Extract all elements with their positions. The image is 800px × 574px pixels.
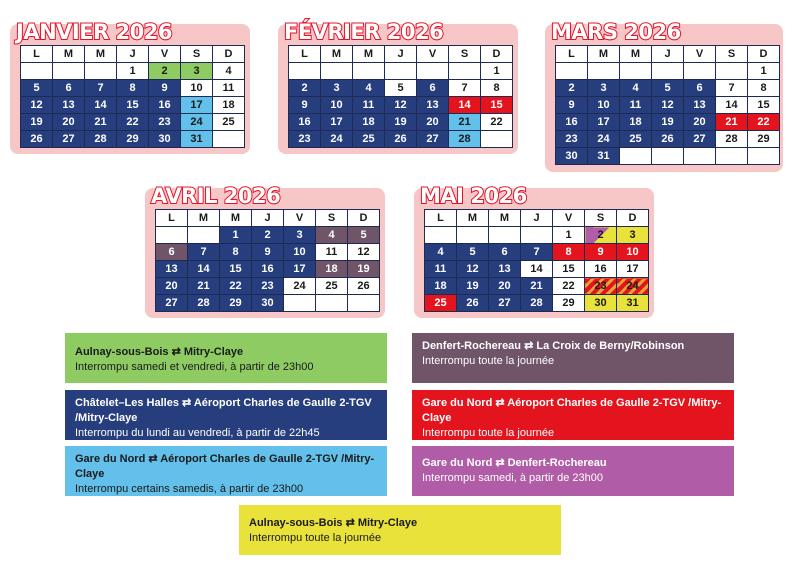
weekday-header: S [716, 46, 748, 63]
day-cell: 17 [284, 261, 316, 278]
legend-dark-blue [65, 390, 387, 440]
calendar-title: FÉVRIER 2026 [284, 20, 444, 44]
day-cell: 23 [585, 278, 617, 295]
weekday-header: J [521, 210, 553, 227]
day-cell: 21 [449, 114, 481, 131]
day-cell: 21 [716, 114, 748, 131]
day-cell: 3 [181, 63, 213, 80]
legend-green [65, 333, 387, 383]
empty-day-cell [489, 227, 521, 244]
day-cell: 28 [716, 131, 748, 148]
calendar-title: AVRIL 2026 [151, 184, 281, 208]
day-cell: 3 [284, 227, 316, 244]
day-cell: 18 [353, 114, 385, 131]
weekday-header: V [684, 46, 716, 63]
empty-day-cell [620, 63, 652, 80]
legend-title: Gare du Nord ⇄ Denfert-Rochereau [422, 457, 607, 469]
day-cell: 13 [489, 261, 521, 278]
weekday-header: J [117, 46, 149, 63]
weekday-header: L [289, 46, 321, 63]
day-cell: 9 [149, 80, 181, 97]
day-cell: 4 [620, 80, 652, 97]
day-cell: 12 [457, 261, 489, 278]
day-cell: 9 [289, 97, 321, 114]
day-cell: 11 [316, 244, 348, 261]
legend-desc: Interrompu samedi et vendredi, à partir de 23h00 [75, 361, 314, 373]
day-cell: 26 [457, 295, 489, 312]
day-cell: 12 [652, 97, 684, 114]
empty-day-cell [457, 227, 489, 244]
day-cell: 18 [213, 97, 245, 114]
day-cell: 16 [149, 97, 181, 114]
weekday-header: M [85, 46, 117, 63]
weekday-header: L [425, 210, 457, 227]
calendar-february [278, 20, 518, 154]
weekday-header: S [181, 46, 213, 63]
day-cell: 11 [213, 80, 245, 97]
day-cell: 16 [556, 114, 588, 131]
day-cell: 30 [149, 131, 181, 148]
day-cell: 9 [252, 244, 284, 261]
day-cell: 28 [85, 131, 117, 148]
day-cell: 15 [117, 97, 149, 114]
empty-day-cell [684, 63, 716, 80]
day-cell: 22 [117, 114, 149, 131]
empty-day-cell [652, 148, 684, 165]
day-cell: 17 [617, 261, 649, 278]
day-cell: 6 [684, 80, 716, 97]
weekday-header: S [316, 210, 348, 227]
calendar-grid [424, 209, 649, 312]
calendar-april [145, 184, 385, 318]
day-cell: 20 [684, 114, 716, 131]
weekday-header: M [53, 46, 85, 63]
day-cell: 30 [556, 148, 588, 165]
day-cell: 25 [353, 131, 385, 148]
day-cell: 15 [220, 261, 252, 278]
weekday-header: L [556, 46, 588, 63]
legend-mauve [412, 333, 734, 383]
day-cell: 22 [220, 278, 252, 295]
day-cell: 12 [385, 97, 417, 114]
day-cell: 25 [316, 278, 348, 295]
legend-desc: Interrompu du lundi au vendredi, à partir de 22h45 [75, 427, 320, 439]
legend-desc: Interrompu certains samedis, à partir de 23h00 [75, 483, 304, 495]
day-cell: 24 [284, 278, 316, 295]
empty-day-cell [588, 63, 620, 80]
day-cell: 24 [588, 131, 620, 148]
day-cell: 10 [181, 80, 213, 97]
legend-title: Gare du Nord ⇄ Aéroport Charles de Gaulle 2-TGV /Mitry-Claye [75, 453, 375, 480]
day-cell: 3 [321, 80, 353, 97]
day-cell: 27 [489, 295, 521, 312]
calendar-january [10, 20, 250, 154]
day-cell: 23 [149, 114, 181, 131]
calendar-march [545, 20, 783, 172]
legend-title: Gare du Nord ⇄ Aéroport Charles de Gaulle 2-TGV /Mitry-Claye [422, 397, 722, 424]
weekday-header: D [748, 46, 780, 63]
legend-desc: Interrompu toute la journée [422, 355, 555, 367]
day-cell: 26 [348, 278, 380, 295]
day-cell: 13 [684, 97, 716, 114]
weekday-header: D [617, 210, 649, 227]
day-cell: 8 [481, 80, 513, 97]
day-cell: 24 [181, 114, 213, 131]
day-cell: 27 [684, 131, 716, 148]
day-cell: 17 [181, 97, 213, 114]
day-cell: 14 [449, 97, 481, 114]
day-cell: 7 [449, 80, 481, 97]
calendar-grid [555, 45, 780, 165]
day-cell: 5 [21, 80, 53, 97]
day-cell: 14 [521, 261, 553, 278]
weekday-header: J [652, 46, 684, 63]
day-cell: 19 [385, 114, 417, 131]
day-cell: 19 [457, 278, 489, 295]
legend-purple [412, 446, 734, 496]
empty-day-cell [188, 227, 220, 244]
day-cell: 7 [521, 244, 553, 261]
day-cell: 1 [117, 63, 149, 80]
weekday-header: M [188, 210, 220, 227]
empty-day-cell [684, 148, 716, 165]
day-cell: 29 [117, 131, 149, 148]
calendar-grid [20, 45, 245, 148]
legend-red [412, 390, 734, 440]
legend-title: Denfert-Rochereau ⇄ La Croix de Berny/Robinson [422, 340, 685, 352]
day-cell: 12 [348, 244, 380, 261]
day-cell: 2 [149, 63, 181, 80]
legend-title: Aulnay-sous-Bois ⇄ Mitry-Claye [75, 346, 244, 358]
legend-desc: Interrompu toute la journée [249, 532, 382, 544]
empty-day-cell [321, 63, 353, 80]
day-cell: 7 [716, 80, 748, 97]
day-cell: 7 [188, 244, 220, 261]
weekday-header: M [353, 46, 385, 63]
weekday-header: S [449, 46, 481, 63]
weekday-header: M [220, 210, 252, 227]
weekday-header: M [321, 46, 353, 63]
empty-day-cell [748, 148, 780, 165]
day-cell: 6 [489, 244, 521, 261]
day-cell: 5 [385, 80, 417, 97]
empty-day-cell [289, 63, 321, 80]
day-cell: 27 [156, 295, 188, 312]
day-cell: 28 [449, 131, 481, 148]
weekday-header: V [149, 46, 181, 63]
empty-day-cell [716, 63, 748, 80]
day-cell: 9 [585, 244, 617, 261]
empty-day-cell [156, 227, 188, 244]
day-cell: 27 [53, 131, 85, 148]
day-cell: 2 [585, 227, 617, 244]
empty-day-cell [53, 63, 85, 80]
day-cell: 26 [652, 131, 684, 148]
day-cell: 4 [316, 227, 348, 244]
weekday-header: V [553, 210, 585, 227]
day-cell: 3 [617, 227, 649, 244]
day-cell: 19 [348, 261, 380, 278]
legend-light-blue [65, 446, 387, 496]
day-cell: 10 [284, 244, 316, 261]
weekday-header: M [457, 210, 489, 227]
day-cell: 13 [53, 97, 85, 114]
legend-desc: Interrompu toute la journée [422, 427, 555, 439]
calendar-title: JANVIER 2026 [16, 20, 172, 44]
day-cell: 27 [417, 131, 449, 148]
weekday-header: J [252, 210, 284, 227]
empty-day-cell [21, 63, 53, 80]
day-cell: 12 [21, 97, 53, 114]
day-cell: 16 [289, 114, 321, 131]
day-cell: 1 [481, 63, 513, 80]
day-cell: 19 [652, 114, 684, 131]
empty-day-cell [348, 295, 380, 312]
day-cell: 5 [457, 244, 489, 261]
empty-day-cell [425, 227, 457, 244]
empty-day-cell [652, 63, 684, 80]
day-cell: 28 [521, 295, 553, 312]
day-cell: 11 [353, 97, 385, 114]
day-cell: 31 [588, 148, 620, 165]
weekday-header: S [585, 210, 617, 227]
day-cell: 8 [748, 80, 780, 97]
day-cell: 11 [620, 97, 652, 114]
legend-yellow [239, 505, 561, 555]
day-cell: 20 [156, 278, 188, 295]
day-cell: 26 [385, 131, 417, 148]
day-cell: 29 [220, 295, 252, 312]
empty-day-cell [449, 63, 481, 80]
day-cell: 14 [188, 261, 220, 278]
day-cell: 21 [85, 114, 117, 131]
day-cell: 29 [748, 131, 780, 148]
day-cell: 1 [553, 227, 585, 244]
day-cell: 10 [617, 244, 649, 261]
day-cell: 24 [617, 278, 649, 295]
empty-day-cell [481, 131, 513, 148]
calendar-grid [155, 209, 380, 312]
day-cell: 14 [716, 97, 748, 114]
weekday-header: M [620, 46, 652, 63]
legend-title: Aulnay-sous-Bois ⇄ Mitry-Claye [249, 517, 418, 529]
day-cell: 30 [252, 295, 284, 312]
day-cell: 26 [21, 131, 53, 148]
day-cell: 16 [585, 261, 617, 278]
day-cell: 4 [353, 80, 385, 97]
legend-desc: Interrompu samedi, à partir de 23h00 [422, 472, 603, 484]
day-cell: 31 [617, 295, 649, 312]
day-cell: 13 [156, 261, 188, 278]
calendar-title: MAI 2026 [420, 184, 527, 208]
empty-day-cell [385, 63, 417, 80]
day-cell: 2 [289, 80, 321, 97]
empty-day-cell [417, 63, 449, 80]
day-cell: 1 [748, 63, 780, 80]
empty-day-cell [284, 295, 316, 312]
day-cell: 8 [220, 244, 252, 261]
day-cell: 28 [188, 295, 220, 312]
calendar-may [414, 184, 654, 318]
day-cell: 2 [252, 227, 284, 244]
day-cell: 29 [553, 295, 585, 312]
day-cell: 4 [425, 244, 457, 261]
day-cell: 31 [181, 131, 213, 148]
empty-day-cell [716, 148, 748, 165]
day-cell: 22 [748, 114, 780, 131]
day-cell: 17 [321, 114, 353, 131]
day-cell: 23 [556, 131, 588, 148]
day-cell: 1 [220, 227, 252, 244]
day-cell: 4 [213, 63, 245, 80]
day-cell: 18 [620, 114, 652, 131]
calendar-grid [288, 45, 513, 148]
day-cell: 6 [417, 80, 449, 97]
day-cell: 10 [321, 97, 353, 114]
day-cell: 18 [425, 278, 457, 295]
day-cell: 6 [156, 244, 188, 261]
day-cell: 19 [21, 114, 53, 131]
weekday-header: D [348, 210, 380, 227]
day-cell: 7 [85, 80, 117, 97]
day-cell: 22 [553, 278, 585, 295]
day-cell: 10 [588, 97, 620, 114]
empty-day-cell [521, 227, 553, 244]
day-cell: 13 [417, 97, 449, 114]
empty-day-cell [316, 295, 348, 312]
empty-day-cell [85, 63, 117, 80]
day-cell: 11 [425, 261, 457, 278]
day-cell: 23 [252, 278, 284, 295]
empty-day-cell [556, 63, 588, 80]
day-cell: 2 [556, 80, 588, 97]
day-cell: 15 [553, 261, 585, 278]
day-cell: 8 [553, 244, 585, 261]
weekday-header: J [385, 46, 417, 63]
weekday-header: D [481, 46, 513, 63]
weekday-header: V [417, 46, 449, 63]
day-cell: 15 [481, 97, 513, 114]
day-cell: 18 [316, 261, 348, 278]
day-cell: 20 [53, 114, 85, 131]
weekday-header: M [489, 210, 521, 227]
day-cell: 25 [620, 131, 652, 148]
day-cell: 17 [588, 114, 620, 131]
weekday-header: L [21, 46, 53, 63]
day-cell: 25 [213, 114, 245, 131]
day-cell: 20 [489, 278, 521, 295]
legend-title: Châtelet–Les Halles ⇄ Aéroport Charles de Gaulle 2-TGV /Mitry-Claye [75, 397, 372, 424]
day-cell: 23 [289, 131, 321, 148]
day-cell: 16 [252, 261, 284, 278]
day-cell: 21 [188, 278, 220, 295]
day-cell: 8 [117, 80, 149, 97]
day-cell: 15 [748, 97, 780, 114]
day-cell: 3 [588, 80, 620, 97]
day-cell: 25 [425, 295, 457, 312]
day-cell: 22 [481, 114, 513, 131]
weekday-header: V [284, 210, 316, 227]
empty-day-cell [353, 63, 385, 80]
day-cell: 21 [521, 278, 553, 295]
day-cell: 6 [53, 80, 85, 97]
day-cell: 20 [417, 114, 449, 131]
day-cell: 30 [585, 295, 617, 312]
day-cell: 5 [652, 80, 684, 97]
day-cell: 9 [556, 97, 588, 114]
day-cell: 24 [321, 131, 353, 148]
weekday-header: D [213, 46, 245, 63]
day-cell: 14 [85, 97, 117, 114]
empty-day-cell [620, 148, 652, 165]
day-cell: 5 [348, 227, 380, 244]
weekday-header: M [588, 46, 620, 63]
calendar-title: MARS 2026 [551, 20, 681, 44]
weekday-header: L [156, 210, 188, 227]
empty-day-cell [213, 131, 245, 148]
